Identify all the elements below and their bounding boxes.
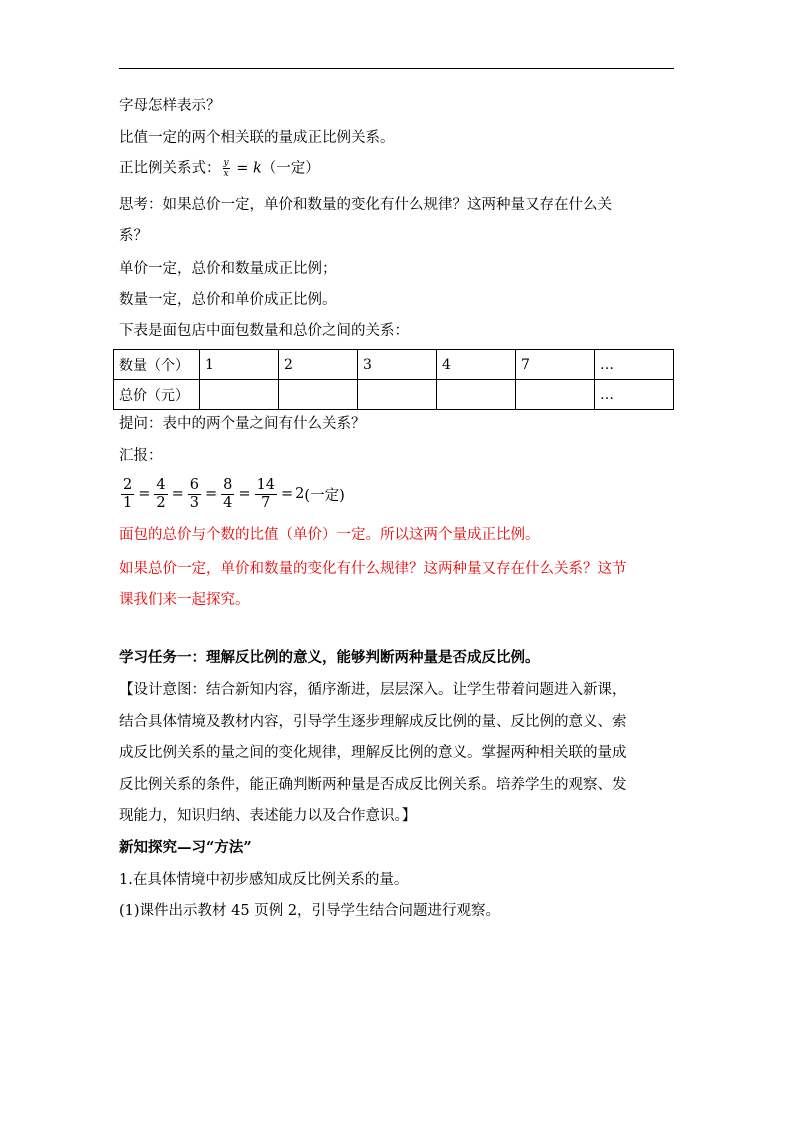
denominator: 3	[189, 494, 200, 511]
text-line-p1: 1.在具体情境中初步感知成反比例关系的量。	[119, 872, 409, 888]
section-heading: 新知探究—习“方法”	[119, 839, 252, 856]
design-line-3: 成反比例关系的量之间的变化规律，理解反比例的意义。掌握两种相关联的量成	[119, 745, 627, 761]
numerator: 4	[156, 476, 166, 493]
table-cell: 4	[437, 350, 516, 380]
table-cell: 3	[358, 350, 437, 380]
proportion-formula	[119, 158, 320, 179]
red-line-1: 面包的总价与个数的比值（单价）一定。所以这两个量成正比例。	[119, 527, 540, 543]
equals-sign: =	[138, 486, 151, 502]
numerator: 8	[223, 476, 233, 493]
fraction	[121, 477, 134, 512]
red-line-3: 课我们来一起探究。	[119, 592, 250, 608]
text-line-4: 思考：如果总价一定，单价和数量的变化有什么规律？这两种量又存在什么关	[119, 197, 612, 213]
design-line-1: 【设计意图：结合新知内容，循序渐进，层层深入。让学生带着问题进入新课，	[119, 682, 627, 698]
denominator: 2	[156, 494, 166, 511]
table-row	[114, 380, 674, 410]
formula-den: x	[223, 169, 229, 179]
design-line-5: 现能力，知识归纳、表述能力以及合作意识。】	[119, 808, 417, 824]
table-cell	[358, 380, 437, 410]
table-cell	[200, 380, 279, 410]
design-line-4: 反比例关系的条件，能正确判断两种量是否成反比例关系。培养学生的观察、发	[119, 777, 627, 793]
table-cell	[516, 380, 595, 410]
bread-table	[113, 349, 674, 410]
ratio-result: 2	[295, 486, 305, 502]
numerator: 14	[256, 476, 276, 493]
formula-eq: =	[231, 160, 253, 177]
text-line-9: 提问：表中的两个量之间有什么关系？	[119, 416, 366, 432]
fraction	[154, 477, 167, 512]
formula-k: k	[252, 160, 262, 177]
formula-prefix: 正比例关系式：	[119, 160, 221, 177]
equals-sign: =	[238, 486, 251, 502]
formula-fraction	[223, 158, 230, 179]
table-row	[114, 350, 674, 380]
equals-sign: =	[281, 486, 294, 502]
text-line-2: 比值一定的两个相关联的量成正比例关系。	[119, 130, 395, 146]
table-cell: 2	[279, 350, 358, 380]
equals-sign: =	[171, 486, 184, 502]
numerator: 2	[123, 476, 133, 493]
text-line-7: 数量一定，总价和单价成正比例。	[119, 292, 337, 308]
table-cell: …	[595, 380, 674, 410]
design-line-2: 结合具体情境及教材内容，引导学生逐步理解成反比例的量、反比例的意义、索	[119, 714, 627, 730]
text-line-8: 下表是面包店中面包数量和总价之间的关系：	[119, 323, 409, 339]
fraction	[255, 477, 277, 512]
table-cell	[437, 380, 516, 410]
denominator: 1	[123, 494, 133, 511]
table-cell: 数量（个）	[114, 350, 200, 380]
denominator: 4	[223, 494, 233, 511]
equals-sign: =	[205, 486, 218, 502]
task-heading: 学习任务一：理解反比例的意义，能够判断两种量是否成反比例。	[119, 649, 540, 666]
fraction	[221, 477, 234, 512]
text-line-6: 单价一定，总价和数量成正比例；	[119, 261, 337, 277]
table-cell: 1	[200, 350, 279, 380]
text-line-10: 汇报：	[119, 448, 163, 464]
table-cell: …	[595, 350, 674, 380]
text-line-p2: (1)课件出示教材 45 页例 2，引导学生结合问题进行观察。	[119, 903, 501, 919]
numerator: 6	[189, 476, 200, 493]
formula-suffix: （一定）	[261, 160, 320, 177]
table-cell	[279, 380, 358, 410]
header-rule	[119, 68, 674, 69]
fraction	[188, 477, 201, 512]
ratio-equation	[119, 474, 345, 514]
text-line-1: 字母怎样表示？	[119, 98, 221, 114]
formula-num: y	[223, 158, 229, 168]
text-line-5: 系？	[119, 228, 148, 244]
red-line-2: 如果总价一定，单价和数量的变化有什么规律？这两种量又存在什么关系？这节	[119, 561, 627, 577]
table-cell: 总价（元）	[114, 380, 200, 410]
denominator: 7	[261, 494, 271, 511]
table-cell: 7	[516, 350, 595, 380]
ratio-note: (一定)	[304, 487, 345, 504]
